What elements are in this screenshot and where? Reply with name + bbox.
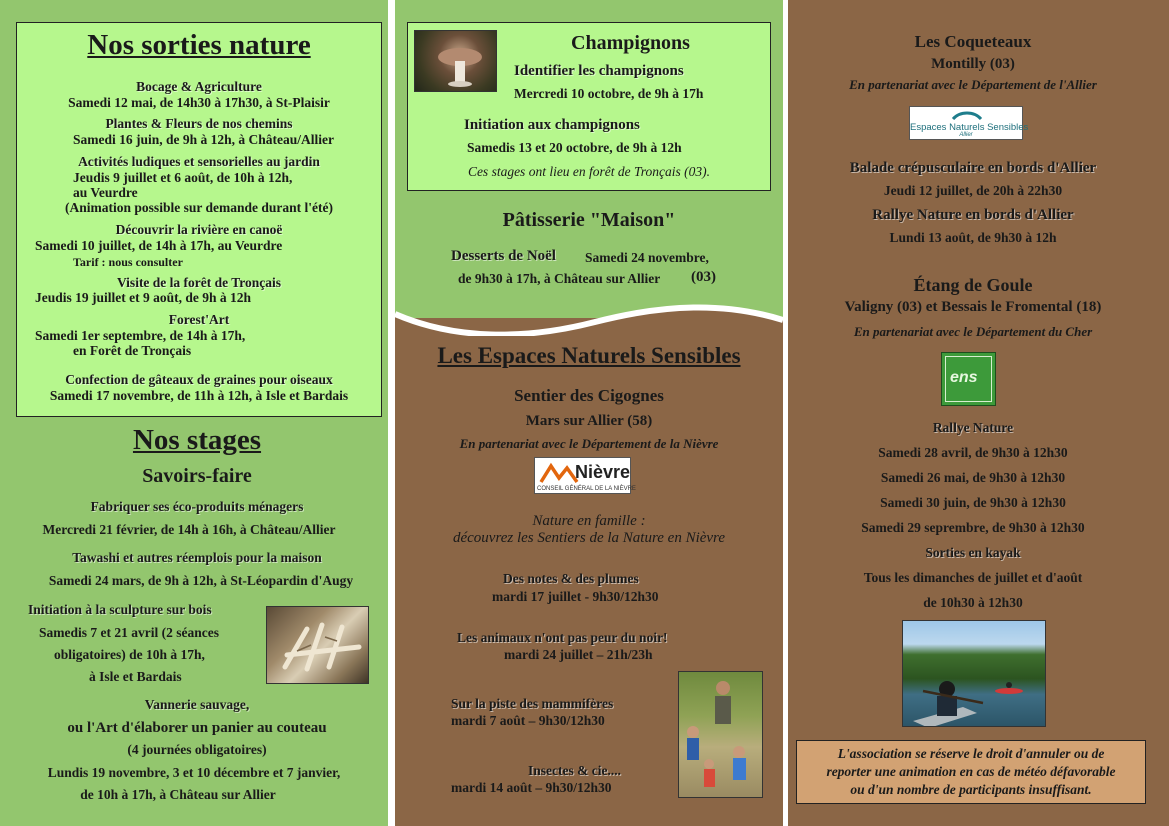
eco-title: Fabriquer ses éco-produits ménagers bbox=[90, 499, 304, 514]
notes-date: mardi 17 juillet - 9h30/12h30 bbox=[492, 589, 659, 604]
vannerie-line1: ou l'Art d'élaborer un panier au couteau bbox=[67, 720, 327, 736]
nievre-logo-mark bbox=[539, 462, 579, 486]
nievre-logo bbox=[534, 457, 636, 494]
forestart-title: Forest'Art bbox=[168, 312, 230, 327]
disclaimer-line3: ou d'un nombre de participants insuffisant. bbox=[850, 782, 1092, 797]
mammiferes-title: Sur la piste des mammifères bbox=[451, 696, 614, 711]
kayak-line1: Tous les dimanches de juillet et d'août bbox=[863, 570, 1083, 585]
patisserie-title: Pâtisserie "Maison" bbox=[502, 209, 676, 231]
savoirs-title: Savoirs-faire bbox=[142, 465, 252, 487]
riviere-title: Découvrir la rivière en canoë bbox=[115, 222, 283, 237]
kayak-title: Sorties en kayak bbox=[925, 545, 1021, 560]
kayak-photo bbox=[902, 620, 1046, 727]
desserts-title: Desserts de Noël bbox=[451, 248, 556, 264]
animaux-title: Les animaux n'ont pas peur du noir! bbox=[457, 630, 668, 645]
activites-title: Activités ludiques et sensorielles au jardin bbox=[78, 154, 320, 169]
wave-divider bbox=[395, 296, 783, 336]
sculpture-title: Initiation à la sculpture sur bois bbox=[28, 602, 212, 617]
rallye-goule-date4: Samedi 29 seprembre, de 9h30 à 12h30 bbox=[861, 520, 1085, 535]
allier-ens-logo-sub: Allier bbox=[959, 132, 973, 138]
desserts-dept: (03) bbox=[691, 269, 716, 285]
tawashi-date: Samedi 24 mars, de 9h à 12h, à St-Léopardin d'Augy bbox=[48, 573, 354, 588]
insectes-title: Insectes & cie.... bbox=[528, 763, 621, 778]
foret-date: Jeudis 19 juillet et 9 août, de 9h à 12h bbox=[35, 290, 252, 305]
kayak-line2: de 10h30 à 12h30 bbox=[923, 595, 1023, 610]
vannerie-title: Vannerie sauvage, bbox=[144, 697, 250, 712]
gateaux-title: Confection de gâteaux de graines pour oiseaux bbox=[65, 372, 333, 387]
wood-sculpture-photo bbox=[266, 606, 369, 684]
riviere-tarif: Tarif : nous consulter bbox=[73, 255, 183, 269]
allier-ens-logo bbox=[909, 106, 1029, 140]
rallye-allier-date: Lundi 13 août, de 9h30 à 12h bbox=[889, 230, 1057, 245]
champignons-title: Champignons bbox=[571, 32, 690, 54]
bocage-title: Bocage & Agriculture bbox=[136, 79, 262, 94]
stages-location-note: Ces stages ont lieu en forêt de Tronçais (03). bbox=[467, 164, 711, 179]
bocage-date: Samedi 12 mai, de 14h30 à 17h30, à St-Plaisir bbox=[68, 95, 330, 110]
cher-ens-logo bbox=[941, 352, 996, 406]
eco-date: Mercredi 21 février, de 14h à 16h, à Château/Allier bbox=[42, 522, 336, 537]
activites-line3: (Animation possible sur demande durant l'été) bbox=[65, 200, 333, 215]
vannerie-line4: de 10h à 17h, à Château sur Allier bbox=[80, 787, 276, 802]
nievre-logo-sub: CONSEIL GÉNÉRAL DE LA NIÈVRE bbox=[537, 486, 636, 492]
disclaimer-line1: L'association se réserve le droit d'annuler ou de bbox=[837, 746, 1105, 761]
riviere-date: Samedi 10 juillet, de 14h à 17h, au Veurdre bbox=[35, 238, 283, 253]
disclaimer-line2: reporter une animation en cas de météo défavorable bbox=[826, 764, 1116, 779]
tawashi-title: Tawashi et autres réemplois pour la maison bbox=[72, 550, 322, 565]
plantes-date: Samedi 16 juin, de 9h à 12h, à Château/Allier bbox=[73, 132, 335, 147]
famille-line2: découvrez les Sentiers de la Nature en Nièvre bbox=[452, 530, 725, 546]
sculpture-line2: obligatoires) de 10h à 17h, bbox=[54, 647, 205, 662]
initiation-title: Initiation aux champignons bbox=[464, 117, 640, 133]
cigognes-place: Mars sur Allier (58) bbox=[525, 413, 653, 429]
rallye-goule-date1: Samedi 28 avril, de 9h30 à 12h30 bbox=[878, 445, 1068, 460]
identifier-date: Mercredi 10 octobre, de 9h à 17h bbox=[514, 86, 704, 101]
cigognes-partner: En partenariat avec le Département de la Nièvre bbox=[459, 436, 719, 451]
rallye-goule-date2: Samedi 26 mai, de 9h30 à 12h30 bbox=[880, 470, 1066, 485]
vannerie-line3: Lundis 19 novembre, 3 et 10 décembre et 7 janvier, bbox=[47, 765, 341, 780]
nievre-logo-text: Nièvre bbox=[575, 462, 631, 482]
insectes-date: mardi 14 août – 9h30/12h30 bbox=[451, 780, 612, 795]
plantes-title: Plantes & Fleurs de nos chemins bbox=[105, 116, 293, 131]
mushroom-photo bbox=[414, 30, 497, 92]
desserts-date2: de 9h30 à 17h, à Château sur Allier bbox=[458, 271, 661, 286]
balade-date: Jeudi 12 juillet, de 20h à 22h30 bbox=[883, 183, 1063, 198]
forestart-line2: en Forêt de Tronçais bbox=[73, 343, 192, 358]
initiation-date: Samedis 13 et 20 octobre, de 9h à 12h bbox=[467, 140, 682, 155]
notes-title: Des notes & des plumes bbox=[503, 571, 639, 586]
mammiferes-date: mardi 7 août – 9h30/12h30 bbox=[451, 713, 605, 728]
rallye-goule-date3: Samedi 30 juin, de 9h30 à 12h30 bbox=[880, 495, 1066, 510]
sculpture-line3: à Isle et Bardais bbox=[89, 669, 182, 684]
animaux-date: mardi 24 juillet – 21h/23h bbox=[504, 647, 653, 662]
forestart-line1: Samedi 1er septembre, de 14h à 17h, bbox=[35, 328, 246, 343]
goule-place: Valigny (03) et Bessais le Fromental (18) bbox=[844, 299, 1102, 315]
goule-title: Étang de Goule bbox=[913, 275, 1033, 295]
foret-title: Visite de la forêt de Tronçais bbox=[116, 275, 282, 290]
activites-line2: au Veurdre bbox=[73, 185, 138, 200]
stages-title: Nos stages bbox=[132, 424, 262, 456]
allier-ens-logo-mark bbox=[952, 109, 982, 123]
allier-ens-logo-text: Espaces Naturels Sensibles bbox=[910, 122, 1029, 133]
coqueteaux-place: Montilly (03) bbox=[931, 56, 1015, 72]
vannerie-line2: (4 journées obligatoires) bbox=[127, 742, 267, 757]
famille-line1: Nature en famille : bbox=[532, 513, 646, 529]
identifier-title: Identifier les champignons bbox=[514, 63, 684, 79]
goule-partner: En partenariat avec le Département du Cher bbox=[853, 324, 1093, 339]
balade-title: Balade crépusculaire en bords d'Allier bbox=[849, 160, 1097, 176]
activites-line1: Jeudis 9 juillet et 6 août, de 10h à 12h, bbox=[73, 170, 293, 185]
desserts-date1: Samedi 24 novembre, bbox=[585, 250, 709, 265]
children-outdoor-photo bbox=[678, 671, 763, 798]
coqueteaux-partner: En partenariat avec le Département de l'Allier bbox=[849, 77, 1097, 92]
rallye-allier-title: Rallye Nature en bords d'Allier bbox=[872, 207, 1074, 223]
coqueteaux-title: Les Coqueteaux bbox=[914, 32, 1032, 51]
sorties-nature-title: Nos sorties nature bbox=[87, 29, 311, 61]
gateaux-date: Samedi 17 novembre, de 11h à 12h, à Isle et Bardais bbox=[49, 388, 349, 403]
sculpture-line1: Samedis 7 et 21 avril (2 séances bbox=[39, 625, 219, 640]
rallye-goule-title: Rallye Nature bbox=[932, 420, 1014, 435]
cigognes-title: Sentier des Cigognes bbox=[514, 386, 664, 405]
ens-title: Les Espaces Naturels Sensibles bbox=[437, 343, 741, 368]
cher-ens-logo-text: ens bbox=[950, 369, 978, 386]
